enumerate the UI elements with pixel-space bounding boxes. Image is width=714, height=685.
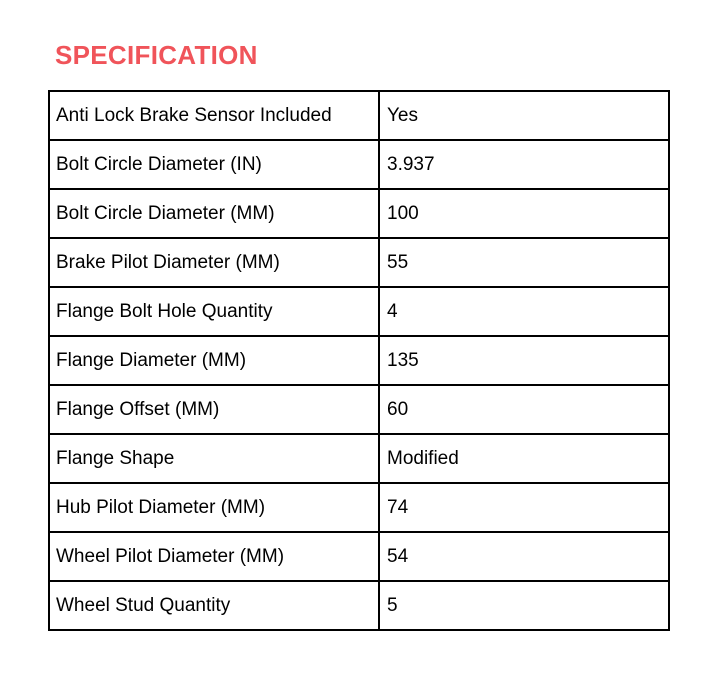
- spec-row: [49, 336, 669, 385]
- spec-row: [49, 385, 669, 434]
- spec-attribute-name: Flange Diameter (MM): [49, 336, 379, 385]
- spec-attribute-name: Flange Offset (MM): [49, 385, 379, 434]
- spec-attribute-value: 60: [379, 385, 669, 434]
- spec-row: [49, 581, 669, 630]
- spec-attribute-name: Brake Pilot Diameter (MM): [49, 238, 379, 287]
- spec-attribute-value: 74: [379, 483, 669, 532]
- spec-attribute-value: 54: [379, 532, 669, 581]
- spec-attribute-value: 3.937: [379, 140, 669, 189]
- specification-heading: SPECIFICATION: [55, 40, 258, 70]
- spec-attribute-name: Bolt Circle Diameter (MM): [49, 189, 379, 238]
- spec-attribute-name: Bolt Circle Diameter (IN): [49, 140, 379, 189]
- spec-attribute-name: Anti Lock Brake Sensor Included: [49, 91, 379, 140]
- specification-table-body: [49, 91, 669, 630]
- spec-attribute-value: 100: [379, 189, 669, 238]
- spec-attribute-name: Flange Shape: [49, 434, 379, 483]
- spec-attribute-name: Hub Pilot Diameter (MM): [49, 483, 379, 532]
- spec-row: [49, 189, 669, 238]
- spec-attribute-value: 5: [379, 581, 669, 630]
- spec-row: [49, 434, 669, 483]
- spec-attribute-value: 55: [379, 238, 669, 287]
- spec-attribute-value: Modified: [379, 434, 669, 483]
- spec-attribute-name: Wheel Stud Quantity: [49, 581, 379, 630]
- spec-row: [49, 483, 669, 532]
- specification-table: [48, 90, 670, 631]
- spec-attribute-value: 135: [379, 336, 669, 385]
- spec-attribute-name: Flange Bolt Hole Quantity: [49, 287, 379, 336]
- spec-row: [49, 532, 669, 581]
- spec-row: [49, 238, 669, 287]
- spec-row: [49, 140, 669, 189]
- spec-row: [49, 91, 669, 140]
- spec-row: [49, 287, 669, 336]
- spec-attribute-name: Wheel Pilot Diameter (MM): [49, 532, 379, 581]
- spec-attribute-value: 4: [379, 287, 669, 336]
- spec-attribute-value: Yes: [379, 91, 669, 140]
